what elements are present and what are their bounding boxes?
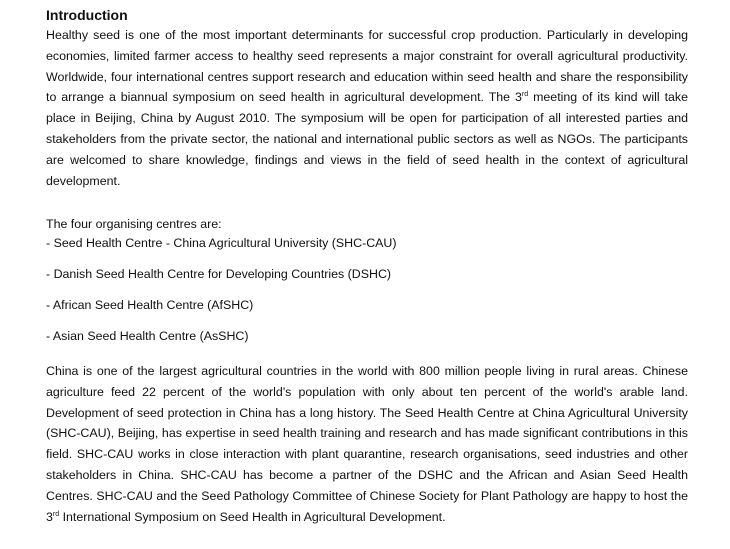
section-heading: Introduction <box>46 7 128 23</box>
centre-item-dshc: - Danish Seed Health Centre for Developing Countries (DSHC) <box>46 267 392 281</box>
china-text-start: China is one of the largest agricultural countries in the world with 800 million people living in rural areas. Chinese agriculture feed 22 percent of the world's population with only about ten percent of the world's arable land. Development of seed protection in China has a long history. The Seed Health Centre at China Agricultural University (SHC-CAU), Beijing, has expertise in seed health training and research and has made significant contributions in this field. SHC-CAU works in close interaction with plant quarantine, research organisations, seed industries and other stakeholders in China. SHC-CAU has become a partner of the DSHC and the African and Asian Seed Health Centres. SHC-CAU and the Seed Pathology Committee of Chinese Society for Plant Pathology are happy to host the 3 <box>46 364 688 524</box>
ordinal-superscript: rd <box>521 91 529 99</box>
centre-item-afshc: - African Seed Health Centre (AfSHC) <box>46 298 254 312</box>
intro-text-start: Healthy seed is one of the most important determinants for successful crop production. Particularly in developing economies, limited farmer access to healthy seed represents a major constraint for overall agricultural productivity. Worldwide, four international centres support research and education within seed health and share the responsibility to arrange a biannual symposium on seed health in agricultural development. The 3 <box>46 28 688 105</box>
intro-paragraph <box>46 25 688 191</box>
centres-intro: The four organising centres are: <box>46 217 222 231</box>
centre-item-asshc: - Asian Seed Health Centre (AsSHC) <box>46 329 249 343</box>
china-text-end: International Symposium on Seed Health in Agricultural Development. <box>59 509 446 524</box>
ordinal-superscript: rd <box>52 510 60 518</box>
intro-text-end: meeting of its kind will take place in Beijing, China by August 2010. The symposium will be open for participation of all interested parties and stakeholders from the private sector, the national and international public sectors as well as NGOs. The participants are welcomed to share knowledge, findings and views in the field of seed health in the context of agricultural development. <box>46 90 688 188</box>
centre-item-shc-cau: - Seed Health Centre - China Agricultural University (SHC-CAU) <box>46 236 397 250</box>
china-paragraph <box>46 361 688 527</box>
